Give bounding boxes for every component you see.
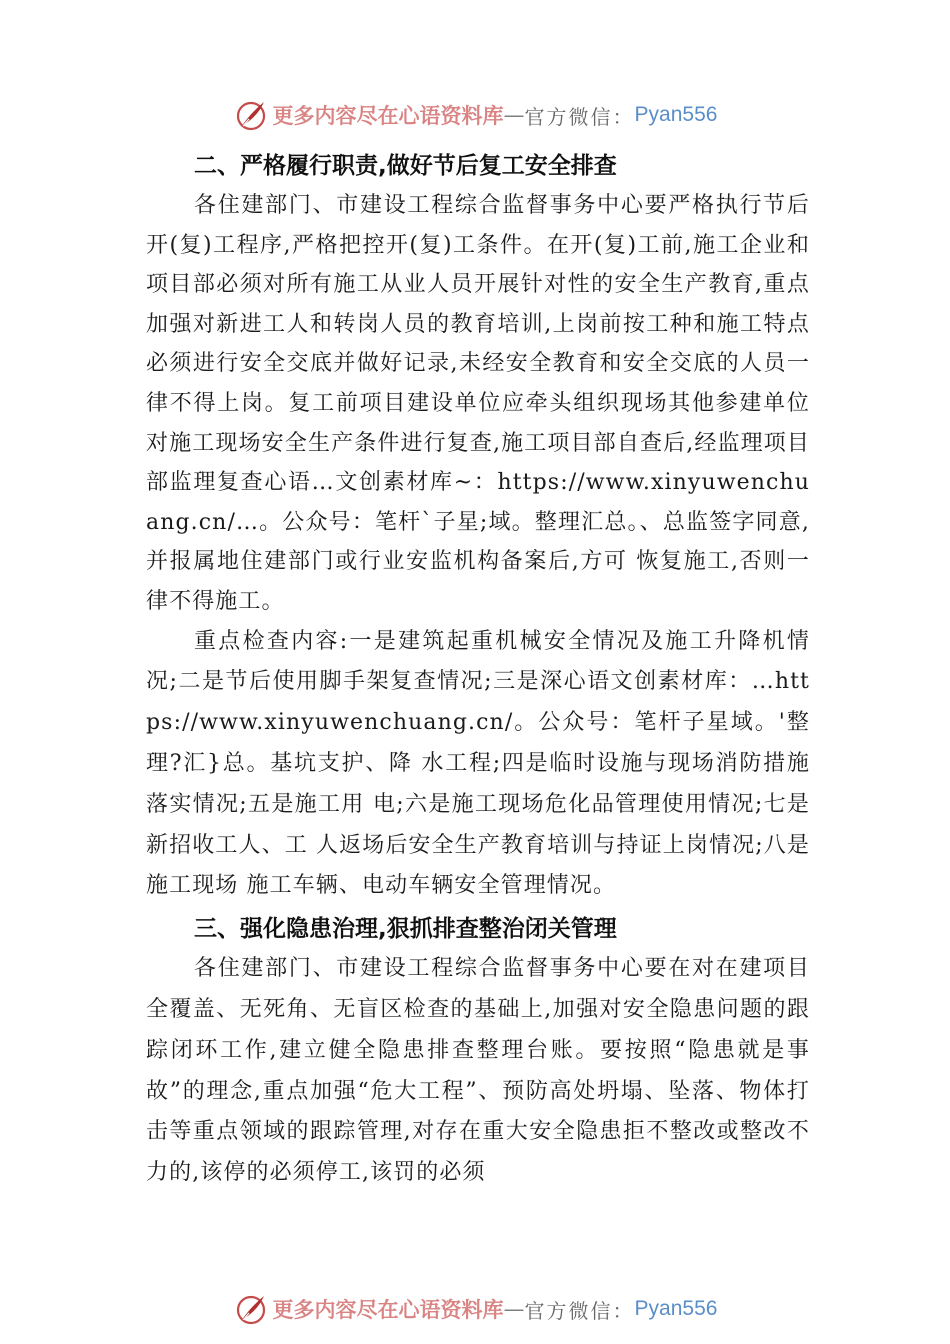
quill-logo-icon [233,97,269,133]
watermark-brand-text: 更多内容尽在心语资料库 [272,103,504,128]
watermark-wechat-id: Pyan556 [634,103,718,126]
document-body [146,146,810,1194]
watermark-dash: — [503,1297,525,1321]
watermark-wechat-label: 官方微信： [524,104,635,129]
footer-watermark-banner [0,1287,950,1331]
section-heading-3: 三、强化隐患治理,狠抓排查整治闭关管理 [194,916,617,943]
header-watermark-banner [0,93,950,137]
watermark-brand-text: 更多内容尽在心语资料库 [272,1297,504,1322]
paragraph-hazard-governance: 各住建部门、市建设工程综合监督事务中心要在对在建项目全覆盖、无死角、无盲区检查的基础上,加强对安全隐患问题的跟踪闭环工作,建立健全隐患排查整理台账。要按照“隐患就是事故”的理念,重点加强“危大工程”、预防高处坍塌、坠落、物体打击等重点领域的跟踪管理,对存在重大安全隐患拒不整改或整改不力的,该停的必须停工,该罚的必须 [146,956,810,1186]
section-heading-2: 二、严格履行职责,做好节后复工安全排查 [194,153,617,179]
watermark-dash: — [503,103,525,127]
quill-logo-icon [233,1291,269,1327]
paragraph-key-inspection-items: 重点检查内容:一是建筑起重机械安全情况及施工升降机情况;二是节后使用脚手架复查情况;三是深心语文创素材库：…https://www.xinyuwenchuang.cn/。公众号：笔杆子星域。'整理?汇}总。基坑支护、降 水工程;四是临时设施与现场消防措施落实情况;五是施工用 电;六是施工现场危化品管理使用情况;七是新招收工人、工 人返场后安全生产教育培训与持证上岗情况;八是施工现场 施工车辆、电动车辆安全管理情况。 [146,628,810,899]
watermark-wechat-id: Pyan556 [634,1297,718,1320]
watermark-wechat-label: 官方微信： [524,1298,635,1323]
paragraph-resumption-procedure: 各住建部门、市建设工程综合监督事务中心要严格执行节后开(复)工程序,严格把控开(复)工条件。在开(复)工前,施工企业和项目部必须对所有施工从业人员开展针对性的安全生产教育,重点加强对新进工人和转岗人员的教育培训,上岗前按工种和施工特点必须进行安全交底并做好记录,未经安全教育和安全交底的人员一律不得上岗。复工前项目建设单位应牵头组织现场其他参建单位对施工现场安全生产条件进行复查,施工项目部自查后,经监理项目部监理复查心语…文创素材库~：https://www.xinyuwenchuang.cn/…。公众号：笔杆`子星;域。整理汇总。、总监签字同意,并报属地住建部门或行业安监机构备案后,方可 恢复施工,否则一律不得施工。 [146,193,810,614]
